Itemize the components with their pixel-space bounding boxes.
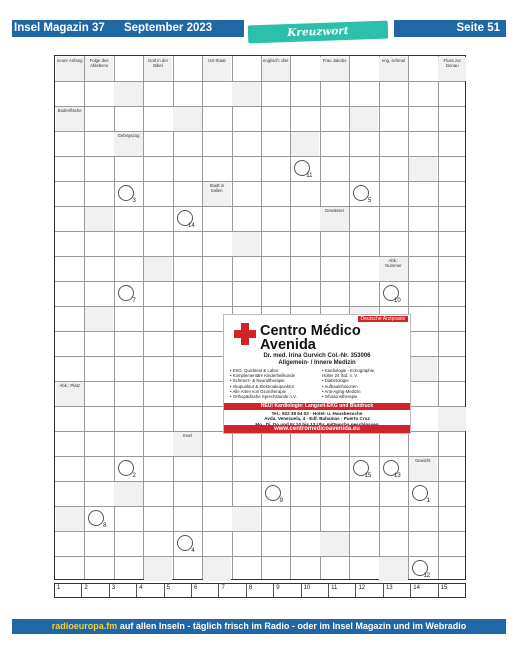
solution-number: 13 [394, 473, 401, 479]
clue-cell [409, 357, 437, 381]
ad-website[interactable]: www.centromedicoavenida.eu [224, 425, 410, 433]
solution-number: 7 [132, 298, 136, 304]
clue-cell [85, 307, 113, 331]
ad-services-left: • EKG, Quicktest & Labor • Komplementäre Kinderheilkunde • Schmerz- & Neuraltherapie • Akupunktur & Elektroakupunktur • Alle Arten von Ozontherapie • Orthopädische Sprechstunde n.V. [230, 368, 297, 400]
ad-doctor: Dr. med. Irina Gurvich Col.-Nr. 353006 [263, 353, 371, 359]
grid-line [55, 206, 465, 207]
solution-circle[interactable] [383, 285, 401, 304]
solution-circle[interactable] [353, 185, 372, 204]
ad-clinic-name: Centro Médico Avenida [260, 323, 361, 353]
clue-cell [232, 232, 260, 256]
solution-number: 11 [306, 173, 313, 179]
clue-cell: englisch: drei [262, 57, 290, 81]
grid-line [143, 56, 144, 579]
clue-cell [173, 107, 201, 131]
solution-cell[interactable]: 11 [329, 584, 356, 597]
solution-circle[interactable] [383, 460, 401, 479]
clue-cell: neuer Anfang [56, 57, 84, 81]
clue-cell: Abk.: Platz [56, 382, 84, 406]
grid-line [55, 531, 465, 532]
solution-circle[interactable] [412, 485, 431, 504]
grid-line [173, 56, 174, 579]
section-label: Kreuzwort [248, 21, 389, 44]
solution-row[interactable] [54, 583, 466, 598]
clue-cell [144, 257, 172, 281]
solution-number: 9 [279, 498, 283, 504]
solution-number: 8 [103, 523, 107, 529]
clue-cell [379, 557, 407, 581]
solution-circle[interactable] [88, 510, 107, 529]
grid-line [55, 181, 465, 182]
solution-circle[interactable] [353, 460, 372, 479]
solution-cell[interactable]: 2 [82, 584, 109, 597]
solution-circle[interactable] [177, 535, 195, 554]
solution-circle[interactable] [118, 185, 136, 204]
medical-cross-icon [234, 323, 256, 345]
grid-line [55, 281, 465, 282]
grid-line [55, 156, 465, 157]
advertisement [223, 314, 411, 434]
solution-cell[interactable]: 10 [302, 584, 329, 597]
footer-text: auf allen Inseln - täglich frisch im Radio - oder im Insel Magazin und im Webradio [117, 621, 467, 631]
solution-cell[interactable]: 6 [192, 584, 219, 597]
grid-line [55, 456, 465, 457]
clue-cell: Gebirgszug [114, 132, 142, 156]
solution-circle[interactable] [118, 460, 136, 479]
clue-cell: US-Staat [203, 57, 231, 81]
clue-cell [320, 532, 348, 556]
solution-cell[interactable]: 9 [274, 584, 301, 597]
clue-cell [232, 507, 260, 531]
solution-circle[interactable] [177, 210, 195, 229]
clue-cell: Stadt in Italien [203, 182, 231, 206]
grid-line [438, 56, 439, 579]
header-bar [12, 20, 244, 37]
issue-date: September 2023 [123, 22, 213, 34]
clue-cell [438, 407, 466, 431]
page-number: Seite 51 [394, 20, 506, 37]
grid-line [202, 56, 203, 579]
solution-number: 15 [364, 473, 372, 479]
clue-cell [350, 107, 378, 131]
solution-cell[interactable]: 8 [247, 584, 274, 597]
ad-specialty: Allgemein- / Innere Medizin [278, 360, 356, 366]
solution-number: 5 [367, 198, 372, 204]
magazine-title: Insel Magazin 37 [14, 22, 105, 34]
clue-cell [203, 557, 231, 581]
solution-circle[interactable] [265, 485, 283, 504]
clue-cell: Insel [173, 432, 201, 456]
solution-cell[interactable]: 3 [110, 584, 137, 597]
clue-cell: Bodenfläche [56, 107, 84, 131]
solution-number: 12 [423, 573, 431, 579]
ad-services-right: • Kardiologie - Echographie, Holter 24 Std. n. V. • Diabetologie • Aufbauinfusionen • Anti-Aging-Medizin • Infusionstherapie [322, 368, 376, 400]
solution-number: 14 [188, 223, 195, 229]
grid-line [55, 106, 465, 107]
clue-cell: eng, schmal [379, 57, 407, 81]
solution-number: 10 [394, 298, 401, 304]
clue-cell [85, 207, 113, 231]
clue-cell: Fluss zur Donau [438, 57, 466, 81]
clue-cell: Gewicht [409, 457, 437, 481]
ad-tagline: Deutsche Arztpraxis [358, 316, 408, 322]
ad-contact: Tel.: 922 38 64 02 · Hotel- u. Hausbesuche Avda. Venezuela, 4 · Edf. Bahamas · Puerto Cruz [264, 411, 370, 422]
footer-banner [12, 619, 506, 634]
clue-cell [114, 482, 142, 506]
clue-cell: Gott in der Bibel [144, 57, 172, 81]
ad-highlight: NEU! Kardiologie: Langzeit-EKG und Blutdruck [224, 403, 410, 410]
solution-number: 3 [132, 198, 136, 204]
solution-cell[interactable]: 7 [219, 584, 246, 597]
solution-cell[interactable]: 15 [440, 585, 448, 591]
solution-cell[interactable]: 13 [384, 584, 411, 597]
clue-cell [291, 132, 319, 156]
clue-cell [232, 82, 260, 106]
solution-number: 2 [132, 473, 136, 479]
solution-number: 4 [191, 548, 195, 554]
crossword-grid[interactable] [54, 55, 466, 580]
solution-cell[interactable]: 5 [165, 584, 192, 597]
clue-cell: Frau Jakobs [320, 57, 348, 81]
solution-cell[interactable]: 12 [356, 584, 383, 597]
solution-circle[interactable] [294, 160, 313, 179]
solution-cell[interactable]: 4 [137, 584, 164, 597]
clue-cell: Gewässer [320, 207, 348, 231]
grid-line [55, 306, 465, 307]
solution-circle[interactable] [118, 285, 136, 304]
clue-cell [114, 82, 142, 106]
solution-cell[interactable]: 1 [55, 584, 82, 597]
solution-number: 1 [426, 498, 431, 504]
clue-cell [144, 557, 172, 581]
solution-cell[interactable]: 14 [411, 584, 438, 597]
clue-cell: Folge des Ablebens [85, 57, 113, 81]
clue-cell [409, 157, 437, 181]
clue-cell [56, 507, 84, 531]
solution-circle[interactable] [412, 560, 431, 579]
clue-cell: Abk.: Nummer [379, 257, 407, 281]
footer-link[interactable]: radioeuropa.fm [51, 621, 118, 631]
